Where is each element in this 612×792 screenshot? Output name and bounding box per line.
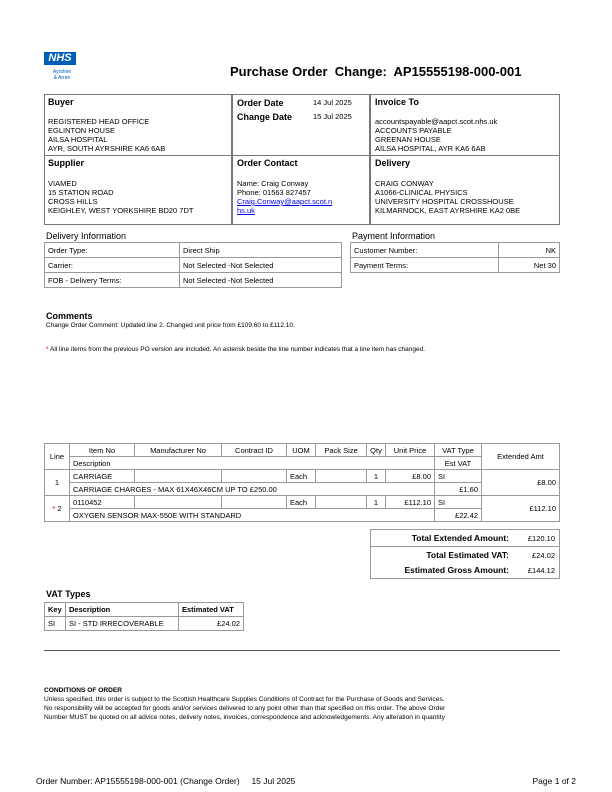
totals-divider <box>371 546 559 547</box>
hdr-mfr: Manufacturer No <box>135 444 222 457</box>
gross-label: Estimated Gross Amount: <box>404 565 509 575</box>
cell-desc: OXYGEN SENSOR MAX-550E WITH STANDARD <box>70 509 435 522</box>
hdr-item: Item No <box>70 444 135 457</box>
buyer-line: AILSA HOSPITAL <box>48 135 108 144</box>
di-value: Not Selected -Not Selected <box>180 258 342 273</box>
supplier-line: 15 STATION ROAD <box>48 188 114 197</box>
pi-key: Payment Terms: <box>351 258 499 273</box>
invoice-line: accountspayable@aapct.scot.nhs.uk <box>375 117 498 126</box>
line-items-table <box>44 443 560 522</box>
cell-qty: 1 <box>367 496 386 509</box>
cell-pack <box>316 470 367 483</box>
vat-hdr-desc: Description <box>66 603 179 617</box>
contact-name: Name: Craig Conway <box>237 179 309 188</box>
di-key: Carrier: <box>45 258 180 273</box>
hdr-qty: Qty <box>367 444 386 457</box>
nhs-logo <box>44 52 80 81</box>
supplier-label: Supplier <box>48 158 85 168</box>
cell-contract <box>222 470 287 483</box>
order-contact-details <box>237 179 332 215</box>
change-date-value: 15 Jul 2025 <box>313 112 352 121</box>
vat-types-label: VAT Types <box>46 589 91 599</box>
line-number-text: 1 <box>54 478 60 487</box>
cell-uom: Each <box>287 496 316 509</box>
di-value: Direct Ship <box>180 243 342 258</box>
order-date-value: 14 Jul 2025 <box>313 98 352 107</box>
cell-item: CARRIAGE <box>70 470 135 483</box>
delivery-label: Delivery <box>375 158 411 168</box>
vat-key: SI <box>45 617 66 631</box>
buyer-line: REGISTERED HEAD OFFICE <box>48 117 150 126</box>
delivery-line: KILMARNOCK, EAST AYRSHIRE KA2 0BE <box>375 206 521 215</box>
totals-block <box>370 529 560 579</box>
invoice-line: AILSA HOSPITAL, AYR KA6 6AB <box>375 144 486 153</box>
buyer-line: AYR, SOUTH AYRSHIRE KA6 6AB <box>48 144 166 153</box>
cell-item: 0110452 <box>70 496 135 509</box>
cell-uom: Each <box>287 470 316 483</box>
cell-est-vat: £22.42 <box>435 509 482 522</box>
invoice-line: GREENAN HOUSE <box>375 135 441 144</box>
hdr-uom: UOM <box>287 444 316 457</box>
nhs-logo-sub2: & Arran <box>53 75 71 81</box>
invoice-label: Invoice To <box>375 97 419 107</box>
delivery-block <box>370 155 560 225</box>
delivery-info-label: Delivery Information <box>46 231 127 241</box>
hdr-desc: Description <box>70 457 435 470</box>
total-vat-label: Total Estimated VAT: <box>426 550 509 560</box>
order-date-label: Order Date <box>237 98 284 108</box>
conditions-line: Unless specified, this order is subject to the Scottish Healthcare Supplies Conditions of Contract for the Purchase of Goods and Services. <box>44 696 445 703</box>
vat-types-table <box>44 602 244 631</box>
hdr-contract: Contract ID <box>222 444 287 457</box>
supplier-line: CROSS HILLS <box>48 197 98 206</box>
order-contact-label: Order Contact <box>237 158 298 168</box>
footer-page-number: Page 1 of 2 <box>532 776 576 786</box>
cell-ext: £112.10 <box>482 496 560 522</box>
buyer-address <box>48 117 165 153</box>
line-number <box>45 470 70 496</box>
delivery-info-table <box>44 242 342 288</box>
change-note-text: All line items from the previous PO version are included. An asterisk beside the line number indicates that a line item has changed. <box>48 346 426 353</box>
contact-email-link-cont[interactable]: hs.uk <box>237 206 255 215</box>
line-number <box>45 496 70 522</box>
vat-hdr-vat: Estimated VAT <box>179 603 244 617</box>
conditions-line: Number MUST be quoted on all advice notes, delivery notes, invoices, correspondence and acknowledgements. Any alteration in quantity <box>44 714 445 721</box>
hdr-ext: Extended Amt <box>482 444 560 470</box>
invoice-line: ACCOUNTS PAYABLE <box>375 126 452 135</box>
supplier-address <box>48 179 193 215</box>
line-number-text: 2 <box>57 504 62 513</box>
payment-info-table <box>350 242 560 273</box>
table-row <box>45 470 560 483</box>
total-extended-label: Total Extended Amount: <box>411 533 509 543</box>
line-asterisk: * <box>52 504 56 513</box>
buyer-block <box>44 94 232 156</box>
total-extended-value: £120.10 <box>527 534 555 543</box>
comments-text: Change Order Comment: Updated line 2. Changed unit price from £109.60 to £112.10. <box>46 322 295 329</box>
hdr-vat-type: VAT Type <box>435 444 482 457</box>
conditions-label: CONDITIONS OF ORDER <box>44 687 123 694</box>
contact-email-link[interactable]: Craig.Conway@aapct.scot.n <box>237 197 333 206</box>
total-vat-value: £24.02 <box>532 551 555 560</box>
cell-vat-type: SI <box>435 470 482 483</box>
hdr-line: Line <box>45 444 70 470</box>
cell-contract <box>222 496 287 509</box>
cell-vat-type: SI <box>435 496 482 509</box>
contact-phone: Phone: 01563 827457 <box>237 188 311 197</box>
change-asterisk: * <box>46 346 49 353</box>
change-date-label: Change Date <box>237 112 293 122</box>
page-title: Purchase Order Change: AP15555198-000-001 <box>230 64 522 79</box>
footer-order-number: Order Number: AP15555198-000-001 (Change Order) 15 Jul 2025 <box>36 776 296 786</box>
buyer-label: Buyer <box>48 97 74 107</box>
vat-desc: SI - STD IRRECOVERABLE <box>66 617 179 631</box>
pi-key: Customer Number: <box>351 243 499 258</box>
dates-block <box>232 94 370 156</box>
delivery-address <box>375 179 520 215</box>
cell-ext: £8.00 <box>482 470 560 496</box>
di-value: Not Selected -Not Selected <box>180 273 342 288</box>
payment-info-label: Payment Information <box>352 231 436 241</box>
pi-value: Net 30 <box>498 258 559 273</box>
order-contact-block <box>232 155 370 225</box>
invoice-block <box>370 94 560 156</box>
di-key: Order Type: <box>45 243 180 258</box>
cell-unit-price: £8.00 <box>386 470 435 483</box>
vat-amount: £24.02 <box>179 617 244 631</box>
change-note <box>46 346 425 353</box>
delivery-line: CRAIG CONWAY <box>375 179 434 188</box>
conditions-line: No responsibility will be accepted for goods and/or services delivered to any point other than that specified on this order. The above Order <box>44 705 446 712</box>
separator-line <box>44 650 560 651</box>
hdr-pack: Pack Size <box>316 444 367 457</box>
nhs-logo-mark: NHS <box>44 52 76 65</box>
nhs-logo-sub1: Ayrshire <box>52 69 72 75</box>
cell-mfr <box>135 470 222 483</box>
di-key: FOB - Delivery Terms: <box>45 273 180 288</box>
hdr-est-vat: Est VAT <box>435 457 482 470</box>
pi-value: NK <box>498 243 559 258</box>
delivery-line: A1066-CLINICAL PHYSICS <box>375 188 468 197</box>
buyer-line: EGLINTON HOUSE <box>48 126 115 135</box>
cell-mfr <box>135 496 222 509</box>
conditions-section <box>44 686 564 722</box>
invoice-address <box>375 117 497 153</box>
supplier-line: VIAMED <box>48 179 77 188</box>
hdr-unit-price: Unit Price <box>386 444 435 457</box>
cell-est-vat: £1.60 <box>435 483 482 496</box>
gross-value: £144.12 <box>527 566 555 575</box>
comments-label: Comments <box>46 311 93 321</box>
vat-hdr-key: Key <box>45 603 66 617</box>
table-row <box>45 496 560 509</box>
supplier-line: KEIGHLEY, WEST YORKSHIRE BD20 7DT <box>48 206 194 215</box>
delivery-line: UNIVERSITY HOSPITAL CROSSHOUSE <box>375 197 514 206</box>
cell-desc: CARRIAGE CHARGES - MAX 61X46X46CM UP TO £250.00 <box>70 483 435 496</box>
cell-unit-price: £112.10 <box>386 496 435 509</box>
supplier-block <box>44 155 232 225</box>
cell-pack <box>316 496 367 509</box>
cell-qty: 1 <box>367 470 386 483</box>
